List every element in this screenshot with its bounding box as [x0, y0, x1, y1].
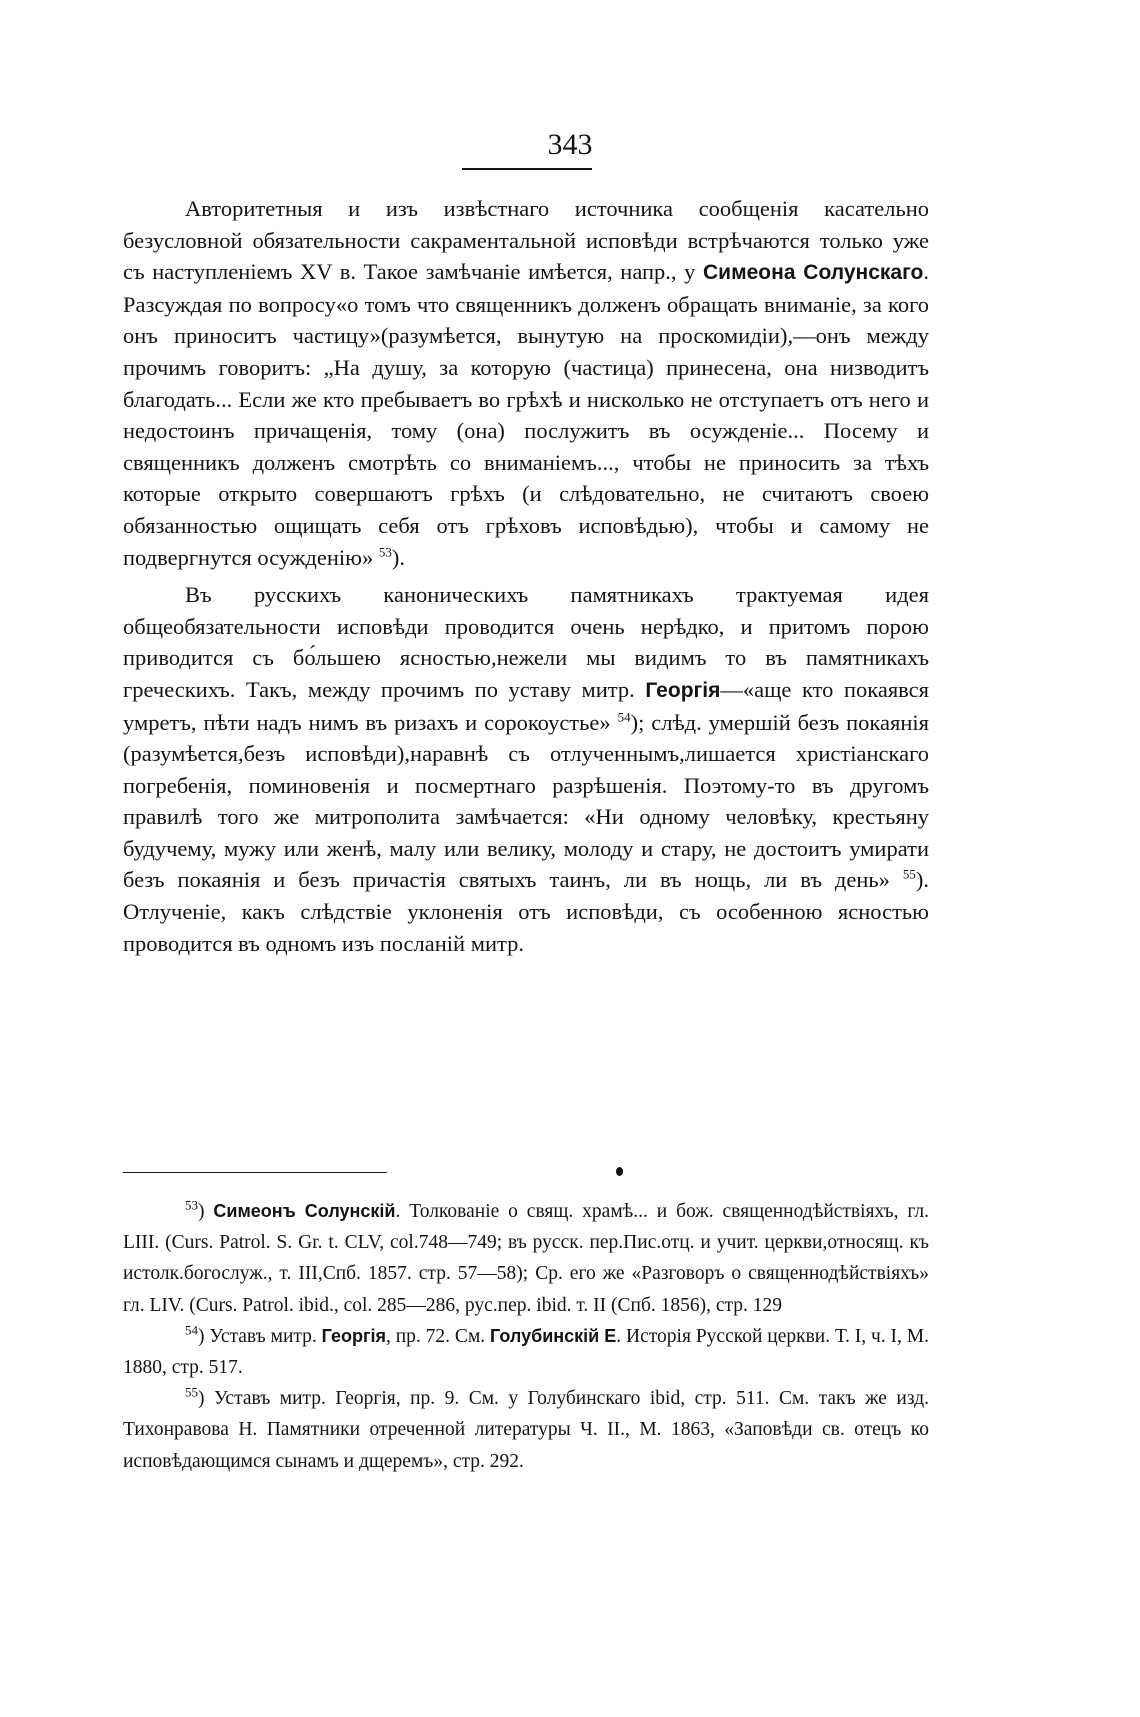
- printer-dot: [616, 1167, 623, 1176]
- text-run: , пр. 72. См.: [385, 1325, 491, 1347]
- footnote-mark: 53: [185, 1197, 198, 1213]
- footnote-rule: [123, 1172, 387, 1173]
- author-name: Симеонъ Солунскій: [213, 1201, 396, 1221]
- text-run: ); слѣд. умершій безъ покаянія (разумѣется,безъ исповѣди),наравнѣ съ отлученнымъ,лишается христіанскаго погребенія, поминовенія и посмертнаго разрѣшенія. Поэтому-то въ другомъ правилѣ того же митрополита замѣчается: «Ни одному человѣку, крестьяну будучему, мужу или женѣ, малу или велику, молоду и стару, не достоитъ умирати безъ покаянія и безъ причастія святыхъ таинъ, ли въ нощь, ли въ день»: [123, 709, 929, 893]
- paragraph-2: [123, 579, 929, 959]
- name-simeon: Симеона Солунскаго: [703, 261, 924, 285]
- text-run: . Толкованіе о свящ. храмѣ... и бож. священнодѣйствіяхъ, гл. LIII. (Curs. Patrol. S. Gr. t. CLV, col.748—749; въ русск. пер.Пис.отц. и учит. церкви,относящ. къ истолк.богослуж., т. III,Спб. 1857. стр. 57—58); Ср. его же «Разговоръ о священнодѣйствіяхъ» гл. LIV. (Curs. Patrol. ibid., col. 285—286, рус.пер. ibid. т. II (Спб. 1856), стр. 129: [123, 1201, 929, 1316]
- text-run: ). Отлученіе, какъ слѣдствіе уклоненія отъ исповѣди, съ особенною ясностью проводится въ одномъ изъ посланій митр.: [123, 867, 929, 956]
- text-run: . Исторія Русской церкви. Т. I, ч. I, М. 1880, стр. 517.: [123, 1325, 930, 1379]
- main-text: [123, 193, 929, 959]
- text-run: ).: [391, 544, 405, 570]
- footnote-mark: 55: [185, 1384, 198, 1400]
- header-rule: [462, 168, 592, 170]
- footnote-mark: 54: [185, 1322, 198, 1338]
- author-name: Голубинскій Е: [490, 1325, 617, 1346]
- footnotes: [123, 1196, 929, 1477]
- text-run: Уставъ митр. Георгія, пр. 9. См. у Голубинскаго ibid, стр. 511. См. такъ же изд. Тихонравова Н. Памятники отреченной литературы Ч. II., М. 1863, «Заповѣди св. отецъ ко исповѣдающимся сынамъ и дщеремъ», стр. 292.: [123, 1388, 929, 1472]
- text-run: . Разсуждая по вопросу«о томъ что священникъ долженъ обращать вниманіе, за кого онъ приноситъ частицу»(разумѣется, вынутую на проскомидіи),—онъ между прочимъ говоритъ: „На душу, за которую (частица) принесена, она низводитъ благодать... Если же кто пребываетъ во грѣхѣ и нисколько не отступаетъ отъ него и недостоинъ причащенія, тому (она) послужитъ въ осужденіе... Посему и священникъ долженъ смотрѣть со вниманіемъ..., чтобы не приносить за тѣхъ которые открыто совершаютъ грѣхъ (и слѣдовательно, не считаютъ своею обязанностью ощищать себя отъ грѣховъ исповѣдью), чтобы и самому не подвергнутся осужденію»: [123, 259, 929, 570]
- footnote-55: $^{55}$) Уставъ митр. Георгія, пр. 9. См. у Голубинскаго ibid, стр. 511. См. такъ же изд. Тихонравова Н. Памятники отреченной литературы Ч. II., М. 1863, «Заповѣди св. отецъ ко исповѣдающимся сынамъ и дщеремъ», стр. 292.: [123, 1384, 929, 1472]
- text-run: —«аще кто покаявся умретъ, пѣти надъ нимъ въ ризахъ и сорокоустье»: [123, 676, 930, 735]
- footnote-ref-55: 55: [902, 866, 916, 882]
- text-run: Авторитетныя и изъ извѣстнаго источника сообщенія касательно безусловной обязательности сакраментальной исповѣди встрѣчаются только уже съ наступленіемъ XV в. Такое замѣчаніе имѣется, напр., у: [123, 196, 929, 285]
- footnote-53: $^{53}$) Симеонъ Солунскій. Толкованіе о свящ. храмѣ... и бож. священнодѣйствіяхъ, гл. LIII. (Curs. Patrol. S. Gr. t. CLV, col.748—749; въ русск. пер.Пис.отц. и учит. церкви,относящ. къ истолк.богослуж., т. III,Спб. 1857. стр. 57—58); Ср. его же «Разговоръ о священнодѣйствіяхъ» гл. LIV. (Curs. Patrol. ibid., col. 285—286, рус.пер. ibid. т. II (Спб. 1856), стр. 129: [123, 1197, 929, 1316]
- footnote-ref-53: 53: [378, 544, 392, 560]
- footnote-ref-54: 54: [617, 709, 631, 724]
- name-georgiy: Георгія: [321, 1325, 386, 1346]
- text-run: Въ русскихъ каноническихъ памятникахъ трактуемая идея общеобязательности исповѣди проводится очень нерѣдко, и притомъ порою приводится съ бо́льшею ясностью,нежели мы видимъ то въ памятникахъ греческихъ. Такъ, между прочимъ по уставу митр.: [123, 582, 929, 702]
- footnote-54: $^{54}$) Уставъ митр. Георгія, пр. 72. См. Голубинскій Е. Исторія Русской церкви. Т. I, ч. I, М. 1880, стр. 517.: [123, 1322, 930, 1379]
- text-run: Уставъ митр.: [209, 1325, 322, 1347]
- page-number: 343: [547, 128, 593, 161]
- paragraph-1: [123, 193, 929, 573]
- name-georgiy: Георгія: [645, 678, 721, 702]
